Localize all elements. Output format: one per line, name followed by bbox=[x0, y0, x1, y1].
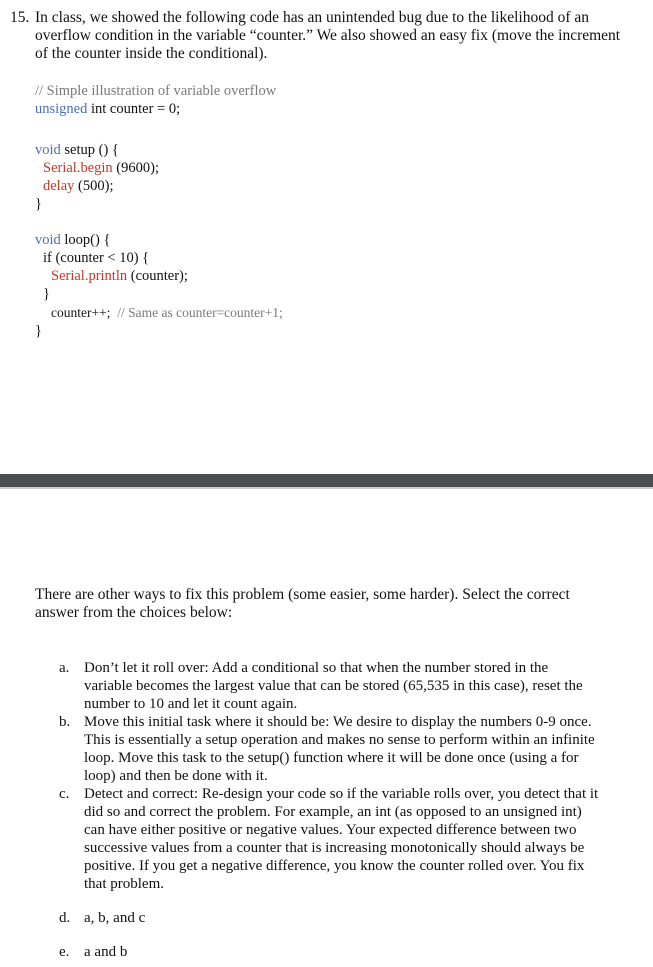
question-number: 15. bbox=[10, 9, 30, 26]
choice-label: c. bbox=[59, 786, 70, 802]
code-line-close-loop: } bbox=[35, 323, 42, 339]
choice-c[interactable] bbox=[59, 785, 599, 893]
question-prompt bbox=[10, 9, 630, 63]
code-line-delay: delay (500); bbox=[43, 178, 114, 194]
choice-e[interactable] bbox=[59, 943, 599, 961]
intro-text: There are other ways to fix this problem (some easier, some harder). Select the correct answer from the choices below: bbox=[35, 586, 570, 621]
choice-text: a, b, and c bbox=[84, 910, 146, 926]
choice-label: e. bbox=[59, 944, 70, 960]
code-line-setup: void setup () { bbox=[35, 142, 119, 158]
choice-label: a. bbox=[59, 660, 70, 676]
choice-text: a and b bbox=[84, 944, 128, 960]
choice-text: Detect and correct: Re-design your code so if the variable rolls over, you detect that it did so and correct the problem. For example, an int (as opposed to an unsigned int) can have either positive or negative values. Your expected difference between two successive values from a counter that is increasing monotonically should always be positive. If you get a negative difference, you know the counter rolled over. You fix that problem. bbox=[84, 786, 599, 892]
code-line-increment: counter++; // Same as counter=counter+1; bbox=[51, 305, 283, 320]
code-line-close-setup: } bbox=[35, 196, 42, 212]
choice-a[interactable] bbox=[59, 659, 599, 713]
code-line-close-if: } bbox=[43, 286, 50, 302]
choice-label: b. bbox=[59, 714, 71, 730]
code-line-loop: void loop() { bbox=[35, 232, 111, 248]
code-line-comment: // Simple illustration of variable overflow bbox=[35, 83, 277, 99]
code-line-declaration: unsigned int counter = 0; bbox=[35, 101, 181, 117]
choice-text: Don’t let it roll over: Add a conditional so that when the number stored in the variable becomes the largest value that can be stored (65,535 in this case), reset the number to 10 and let it count again. bbox=[84, 660, 583, 712]
code-line-if: if (counter < 10) { bbox=[43, 250, 150, 266]
question-text: In class, we showed the following code has an unintended bug due to the likelihood of an overflow condition in the variable “counter.” We also showed an easy fix (move the increment of the counter inside the conditional). bbox=[35, 9, 621, 62]
choice-label: d. bbox=[59, 910, 71, 926]
answer-choices bbox=[59, 659, 599, 961]
code-line-serial-begin: Serial.begin (9600); bbox=[43, 160, 159, 176]
choice-d[interactable] bbox=[59, 909, 599, 927]
code-line-println: Serial.println (counter); bbox=[51, 268, 188, 284]
choice-b[interactable] bbox=[59, 713, 599, 785]
page-divider bbox=[0, 474, 653, 487]
choice-text: Move this initial task where it should be: We desire to display the numbers 0-9 once. This is essentially a setup operation and makes no sense to perform within an infinite loop. Move this task to the setup() function where it will be done once (using a for loop) and then be done with it. bbox=[84, 714, 595, 784]
